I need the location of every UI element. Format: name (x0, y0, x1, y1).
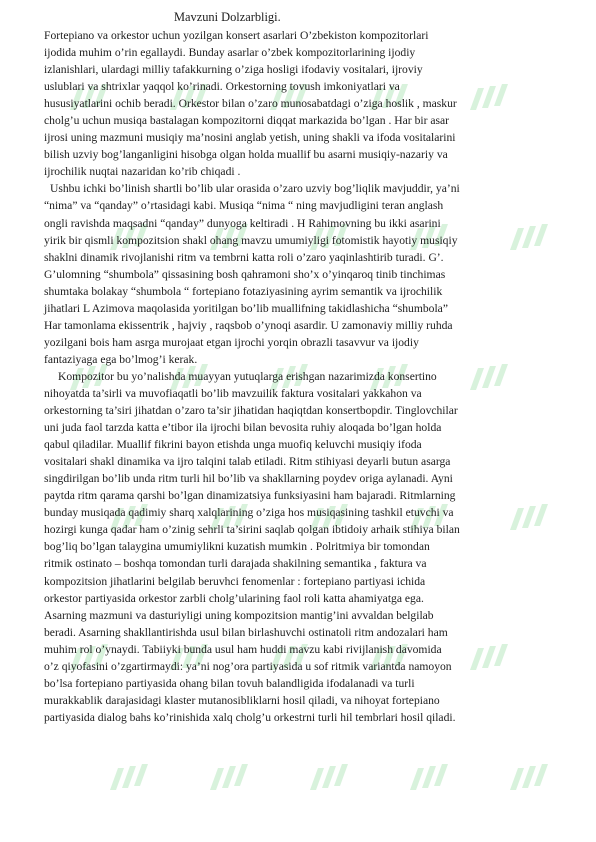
text-line: ijrosi uning mazmuni musiqiy ma’nosini anglab yetish, uning shakli va ifoda vositalarini (44, 131, 456, 145)
watermark-glyph (310, 764, 348, 790)
text-line: shaklni dinamik rivojlanishi ritm va tembrni katta roli o’zaro yaqinlashtirib turadi. G’. (44, 250, 444, 264)
text-line: yirik bir qismli kompozitsion shakl ohang mavzu umumiyligi fotomistik hayotiy musiqiy (44, 233, 458, 247)
text-line: ijodida muhim o’rin egallaydi. Bunday asarlar o’zbek kompozitorlarining ijodiy (44, 46, 416, 60)
text-line: fantaziyaga ega bo’lmog’i kerak. (44, 352, 198, 366)
text-line: hozirgi kunga qadar ham o’zinig sehrli ta’sirini saqlab qolgan ibtidoiy arhaik stihiya bilan (44, 523, 460, 537)
text-line: yozilgani bois ham asrga murojaat etgan ijrochi yorqin obrazli tasavvur va ijodiy (44, 335, 419, 349)
body-text (44, 27, 584, 726)
text-line: Ushbu ichki bo’linish shartli bo’lib ular orasida o’zaro uzviy bog’liqlik mavjuddir, ya’ni (50, 182, 460, 196)
text-line: bo’lsa fortepiano partiyasida ohang bilan tovuh balandligida ifodalanadi va turli (44, 676, 415, 690)
page-title: Mavzuni Dolzarbligi. (174, 10, 281, 24)
text-line: Fortepiano va orkestor uchun yozilgan konsert asarlari O’zbekiston kompozitorlari (44, 29, 429, 42)
text-line: singdirilgan bo’lib unda ritm turli hil bo’lib va shakllarning poydev origa aylanadi. Ayni (44, 472, 453, 486)
text-line: orkestorning ta’siri jihatdan o’zaro ta’sir jihatidan haqiqtdan konsertbopdir. Tinglovchilar (44, 404, 458, 418)
text-line: bilish uzviy bog’langanligini hisobga olgan holda muallif bu asarni musiqiy-nazariy va (44, 148, 448, 162)
text-line: bog’liq bo’lgan talaygina umumiylikni kuzatish mumkin . Polritmiya bir tomondan (44, 540, 430, 554)
text-line: Asarning mazmuni va dasturiyligi uning kompozitsion mantig’ini avvaldan belgilab (44, 608, 434, 622)
watermark-glyph (410, 764, 448, 790)
text-line: beradi. Asarning shakllantirishda usul bilan birlashuvchi ostinatoli ritm andozalari ham (44, 625, 448, 639)
text-line: Har tamonlama ekissentrik , hajviy , raqsbob o’ynoqi asardir. U zamonaviy milliy ruhda (44, 318, 453, 332)
text-line: paytda ritm qarama qarshi bo’lgan dinamizatsiya funksiyasini ham bajaradi. Ritmlarning (44, 489, 456, 503)
text-line: uslublari va shtrixlar yaqqol ko’rinadi. Orkestorning tovush imkoniyatlari va (44, 80, 400, 94)
text-line: partiyasida dialog bahs ko’rinishida xalq cholg’u orkestrni turli hil tembrlari hosil qiladi. (44, 710, 456, 724)
watermark-glyph (110, 764, 148, 790)
text-line: nihoyatda ta’sirli va muvofiaqatli bo’lib mavzuilik faktura vositalari yakkahon va (44, 386, 422, 400)
text-line: hususiyatlarini ochib beradi. Orkestor bilan o’zaro munosabatdagi o’ziga hoslik , maskur (44, 97, 457, 111)
text-line: orkestor partiyasida orkestor zarbli cholg’ularining faol roli katta ahamiyatga ega. (44, 591, 424, 605)
text-line: ritmik ostinato – boshqa tomondan turli darajada shakilning semantika , faktura va (44, 557, 427, 571)
text-line: vositalari shakl dinamika va ijro talqini talab etiladi. Ritm stihiyasi deyarli butun asarga (44, 455, 451, 469)
text-line: G’ulomning “shumbola” qissasining bosh qahramoni sho’x o’yinqaroq tinib tinchimas (44, 267, 446, 281)
text-line: izlanishlari, ulardagi milliy tafakkurning o’ziga hosligi ifodaviy vositalari, ijroviy (44, 63, 423, 77)
text-line: muhim rol o’ynaydi. Tabiiyki bunda usul ham huddi mavzu kabi rivijlanish davomida (44, 642, 442, 656)
text-line: jihatlari L Azimova maqolasida yoritilgan bo’lib muallifning takidlashicha “shumbola” (44, 301, 448, 315)
text-line: ongli ravishda maqsadni “qanday” dunyoga keltiradi . H Rahimovning bu ikki asarini (44, 216, 441, 230)
text-line: o’z qiyofasini o’zgartirmaydi: ya’ni nog’ora partiyasida u sof ritmik variantda namoyon (44, 659, 452, 673)
text-line: ijrochilik nuqtai nazaridan ko’rib chiqadi . (44, 165, 241, 179)
text-line: bunday musiqada qadimiy sharq xalqlarining o’ziga hos musiqasining tashkil etuvchi va (44, 506, 454, 520)
watermark-glyph (510, 764, 548, 790)
watermark-glyph (210, 764, 248, 790)
text-line: “nima” va “qanday” o’rtasidagi kabi. Musiqa “nima “ ning mavjudligini teran anglash (44, 199, 444, 213)
text-line: uni juda faol tarzda katta e’tibor ila ijrochi bilan bevosita ruhiy aloqada bo’lgan holda (44, 421, 442, 435)
text-line: murakkablik darajasidagi klaster mutanosibliklarni hosil qiladi, va nihoyat fortepiano (44, 693, 440, 707)
text-line: shumtaka bolakay “shumbola “ fortepiano fotaziyasining ayrim semantik va ijrochilik (44, 284, 443, 298)
text-line: Kompozitor bu yo’nalishda muayyan yutuqlarga erishgan nazarimizda konsertino (58, 369, 437, 383)
text-line: qabul qiladilar. Muallif fikrini bayon etishda unga muofiq keluvchi musiqiy ifoda (44, 438, 422, 452)
text-line: kompozitsion jihatlarini belgilab beruvhci fenomenlar : fortepiano partiyasi ichida (44, 574, 426, 588)
text-line: cholg’u uchun musiqa bastalagan kompozitorni diqqat markazida bo’lgan . Har bir asar (44, 114, 450, 128)
